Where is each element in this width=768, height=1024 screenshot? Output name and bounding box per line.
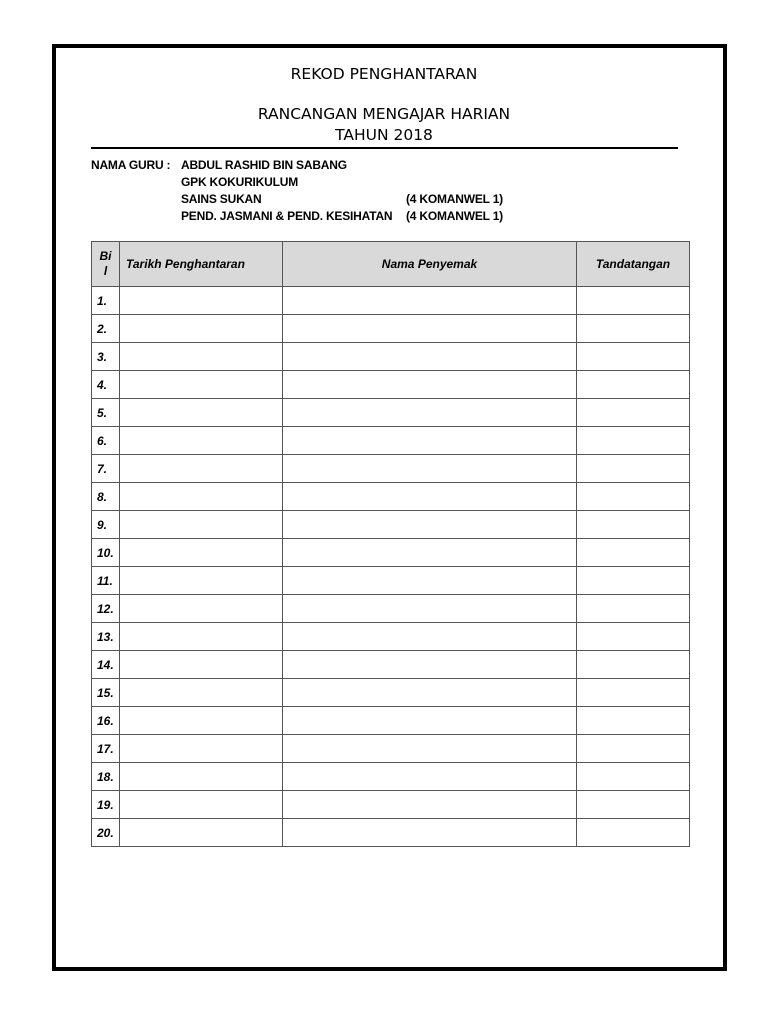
row-number: 12. xyxy=(92,595,120,623)
row-number: 17. xyxy=(92,735,120,763)
date-cell[interactable] xyxy=(120,623,283,651)
checker-cell[interactable] xyxy=(283,455,577,483)
row-number: 4. xyxy=(92,371,120,399)
table-row xyxy=(92,791,690,819)
signature-cell[interactable] xyxy=(577,819,690,847)
table-header-row xyxy=(92,242,690,287)
row-number: 6. xyxy=(92,427,120,455)
date-cell[interactable] xyxy=(120,567,283,595)
date-cell[interactable] xyxy=(120,791,283,819)
checker-cell[interactable] xyxy=(283,595,577,623)
checker-cell[interactable] xyxy=(283,567,577,595)
table-row xyxy=(92,315,690,343)
header-checker: Nama Penyemak xyxy=(283,242,577,287)
signature-cell[interactable] xyxy=(577,595,690,623)
header-bil-line2: l xyxy=(103,264,108,278)
header-bil xyxy=(92,242,120,287)
date-cell[interactable] xyxy=(120,371,283,399)
signature-cell[interactable] xyxy=(577,371,690,399)
checker-cell[interactable] xyxy=(283,623,577,651)
row-number: 20. xyxy=(92,819,120,847)
table-row xyxy=(92,427,690,455)
title-divider xyxy=(91,147,678,149)
class-1: (4 KOMANWEL 1) xyxy=(406,192,503,206)
checker-cell[interactable] xyxy=(283,707,577,735)
signature-cell[interactable] xyxy=(577,763,690,791)
signature-cell[interactable] xyxy=(577,735,690,763)
checker-cell[interactable] xyxy=(283,427,577,455)
signature-cell[interactable] xyxy=(577,567,690,595)
row-number: 14. xyxy=(92,651,120,679)
checker-cell[interactable] xyxy=(283,735,577,763)
table-row xyxy=(92,567,690,595)
signature-cell[interactable] xyxy=(577,483,690,511)
table-row xyxy=(92,287,690,315)
date-cell[interactable] xyxy=(120,651,283,679)
row-number: 3. xyxy=(92,343,120,371)
row-number: 8. xyxy=(92,483,120,511)
table-row xyxy=(92,707,690,735)
date-cell[interactable] xyxy=(120,539,283,567)
row-number: 15. xyxy=(92,679,120,707)
signature-cell[interactable] xyxy=(577,455,690,483)
date-cell[interactable] xyxy=(120,287,283,315)
checker-cell[interactable] xyxy=(283,483,577,511)
checker-cell[interactable] xyxy=(283,399,577,427)
row-number: 1. xyxy=(92,287,120,315)
class-2: (4 KOMANWEL 1) xyxy=(406,209,503,223)
document-year: TAHUN 2018 xyxy=(335,126,433,144)
signature-cell[interactable] xyxy=(577,315,690,343)
date-cell[interactable] xyxy=(120,707,283,735)
checker-cell[interactable] xyxy=(283,679,577,707)
date-cell[interactable] xyxy=(120,315,283,343)
document-subtitle: RANCANGAN MENGAJAR HARIAN xyxy=(257,105,511,123)
row-number: 13. xyxy=(92,623,120,651)
date-cell[interactable] xyxy=(120,819,283,847)
table-row xyxy=(92,651,690,679)
table-row xyxy=(92,511,690,539)
signature-cell[interactable] xyxy=(577,791,690,819)
row-number: 19. xyxy=(92,791,120,819)
header-date: Tarikh Penghantaran xyxy=(120,242,283,287)
document-title: REKOD PENGHANTARAN xyxy=(290,65,478,83)
row-number: 7. xyxy=(92,455,120,483)
date-cell[interactable] xyxy=(120,679,283,707)
date-cell[interactable] xyxy=(120,343,283,371)
checker-cell[interactable] xyxy=(283,343,577,371)
checker-cell[interactable] xyxy=(283,511,577,539)
row-number: 2. xyxy=(92,315,120,343)
table-row xyxy=(92,343,690,371)
signature-cell[interactable] xyxy=(577,679,690,707)
checker-cell[interactable] xyxy=(283,287,577,315)
teacher-name: ABDUL RASHID BIN SABANG xyxy=(181,158,347,172)
subject-2: PEND. JASMANI & PEND. KESIHATAN xyxy=(181,209,393,223)
signature-cell[interactable] xyxy=(577,539,690,567)
checker-cell[interactable] xyxy=(283,539,577,567)
signature-cell[interactable] xyxy=(577,511,690,539)
checker-cell[interactable] xyxy=(283,371,577,399)
table-row xyxy=(92,371,690,399)
table-row xyxy=(92,735,690,763)
signature-cell[interactable] xyxy=(577,399,690,427)
subject-1: SAINS SUKAN xyxy=(181,192,262,206)
table-row xyxy=(92,455,690,483)
date-cell[interactable] xyxy=(120,595,283,623)
row-number: 11. xyxy=(92,567,120,595)
submission-record-table xyxy=(91,241,690,847)
signature-cell[interactable] xyxy=(577,651,690,679)
teacher-name-label: NAMA GURU : xyxy=(91,158,171,172)
row-number: 5. xyxy=(92,399,120,427)
date-cell[interactable] xyxy=(120,427,283,455)
checker-cell[interactable] xyxy=(283,651,577,679)
row-number: 16. xyxy=(92,707,120,735)
table-row xyxy=(92,595,690,623)
signature-cell[interactable] xyxy=(577,343,690,371)
teacher-position: GPK KOKURIKULUM xyxy=(181,175,298,189)
table-row xyxy=(92,539,690,567)
date-cell[interactable] xyxy=(120,483,283,511)
date-cell[interactable] xyxy=(120,763,283,791)
row-number: 18. xyxy=(92,763,120,791)
table-row xyxy=(92,399,690,427)
row-number: 9. xyxy=(92,511,120,539)
signature-cell[interactable] xyxy=(577,623,690,651)
table-row xyxy=(92,623,690,651)
date-cell[interactable] xyxy=(120,511,283,539)
checker-cell[interactable] xyxy=(283,315,577,343)
header-signature: Tandatangan xyxy=(577,242,690,287)
signature-cell[interactable] xyxy=(577,707,690,735)
date-cell[interactable] xyxy=(120,735,283,763)
date-cell[interactable] xyxy=(120,399,283,427)
checker-cell[interactable] xyxy=(283,791,577,819)
table-row xyxy=(92,763,690,791)
table-row xyxy=(92,483,690,511)
signature-cell[interactable] xyxy=(577,287,690,315)
date-cell[interactable] xyxy=(120,455,283,483)
header-bil-line1: Bi xyxy=(99,249,112,263)
table-row xyxy=(92,819,690,847)
checker-cell[interactable] xyxy=(283,819,577,847)
checker-cell[interactable] xyxy=(283,763,577,791)
row-number: 10. xyxy=(92,539,120,567)
table-row xyxy=(92,679,690,707)
signature-cell[interactable] xyxy=(577,427,690,455)
